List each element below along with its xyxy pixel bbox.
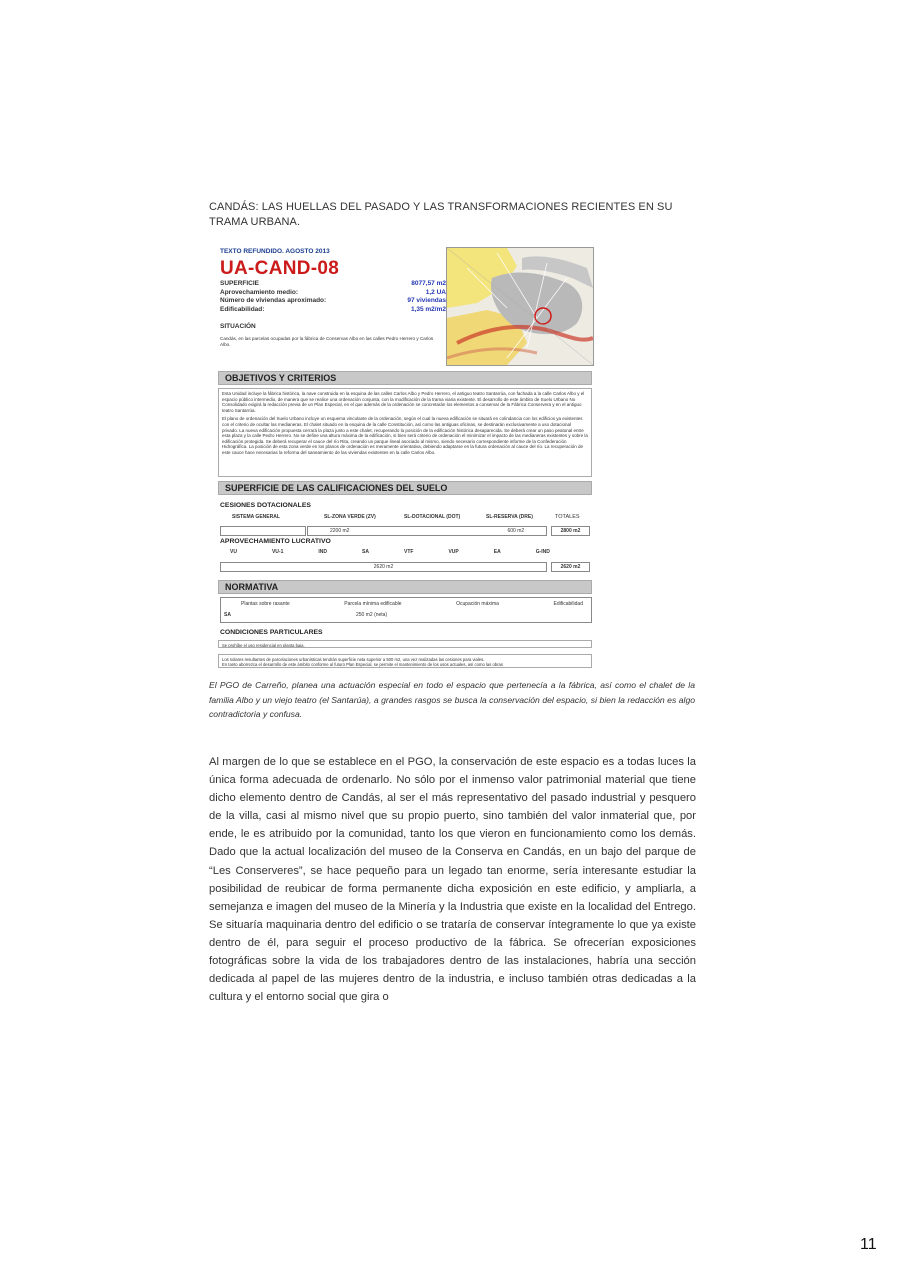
body-paragraph: Al margen de lo que se establece en el PGO, la conservación de este espacio es a todas luces la única forma adecuada de ordenarlo. No sólo por el inmenso valor patrimonial material que tiene dicho elemento dentro de Candás, al ser el más representativo del pasado industrial y pesquero de la villa, casi al mismo nivel que su propio puerto, sino también del valor inmaterial que, por ende, le es atribuido por la comunidad, tanto los que vieron en funcionamiento como los demás. Dado que la actual localización del museo de la Conserva en Candás, en un bajo del parque de “Les Conserveres”, se hace pequeño para un legado tan enorme, sería interesante estudiar la posibilidad de reubicar de forma permanente dicha exposición en este edificio, y ampliarla, a semejanza e imagen del museo de la Minería y la Industria que existe en la localidad del Entrego. Se situaría maquinaria dentro del edificio o se trataría de conservar íntegramente lo que ya existe dentro de él, para seguir el proceso productivo de la fábrica. Se ofrecerían exposiciones fotográficas sobre la vida de los trabajadores dentro de las instalaciones, habría una sección dedicada al papel de las mujeres dentro de la industria, e incluso también otras dedicadas a la cultura y el entorno social que gira o	[209, 756, 696, 1004]
cesiones-headers: SISTEMA GENERAL SL-ZONA VERDE (ZV) SL-DOTACIONAL (DOT) SL-RESERVA (DRE)	[232, 514, 533, 520]
aprov-value: 2620 m2	[220, 562, 547, 572]
location-map	[446, 247, 594, 366]
map-graphic	[447, 248, 593, 365]
stat-row: Número de viviendas aproximado: 97 viviendas	[220, 297, 446, 304]
aprov-title: APROVECHAMIENTO LUCRATIVO	[220, 538, 331, 545]
normativa-parcela: 250 m2 (neta)	[356, 612, 388, 618]
figure-caption: El PGO de Carreño, planea una actuación especial en todo el espacio que pertenecía a la fábrica, así como el chalet de la familia Albo y un viejo teatro (el Santarúa), a grandes rasgos se busca la conservación del espacio, si bien la redacción es algo contradictoria y confusa.	[209, 680, 695, 719]
objetivos-title: OBJETIVOS Y CRITERIOS	[218, 371, 592, 385]
stats-block	[220, 280, 446, 314]
aprov-total: 2620 m2	[551, 562, 590, 572]
page-header: CANDÁS: LAS HUELLAS DEL PASADO Y LAS TRANSFORMACIONES RECIENTES EN SU TRAMA URBANA.	[209, 201, 673, 228]
objetivos-paragraph: El plano de ordenación del Suelo Urbano incluye un esquema vinculante de la ordenación, según el cual la nueva edificación se situará en colindancia con los edificios ya existentes con el criterio de ocultar las medianeras. El chalet situado en la esquina de la calle Constitución, así como las antiguas oficinas, se destinarán exclusivamente a uso dotacional privado. La nueva edificación propuesta cerrará la plaza junto a este chalet, recuperando la posición de la edificación histórica desaparecida. Se deberá crear un paso peatonal entre esta plaza y la calle Pedro Herrero. No se define una altura máxima de la edificación, si bien será criterio de ordenación el minimizar el impacto de las medianeras existentes y sobre la edificación protegida. Se deberá recuperar el cauce del río Rita, creando un parque lineal asociado al mismo, siendo necesario correspondiente informe de la Confederación Hidrográfica. La posición de esta zona verde en los planos de ordenación es meramente orientativa, debiendo adaptarse en la futura ordenación al cauce del río. La recuperación de este cauce hace necesarias la reforma del saneamiento de las viviendas existentes en la calle Carlos Albo.	[222, 416, 588, 455]
condiciones-text-2: Los solares resultantes de parcelaciones urbanísticas tendrán superficie neta superior a 500 m2, una vez realizadas las cesiones para viales. En tanto aborrezca el desarrollo de este ámbito conforme al futuro Plan Especial, se permite el mantenimiento de los usos actuales, así como las obras	[218, 654, 592, 668]
normativa-row-label: SA	[224, 612, 231, 618]
cesiones-values: 2200 m2 600 m2	[307, 526, 547, 536]
cesiones-cell	[220, 526, 306, 536]
condiciones-text-1: Se prohíbe el uso residencial en planta baja.	[218, 640, 592, 648]
cesiones-total: 2800 m2	[551, 526, 590, 536]
page-number: 11	[860, 1236, 877, 1253]
planning-card	[216, 244, 594, 669]
stat-row: SUPERFICIE 8077,57 m2	[220, 280, 446, 287]
totales-label: TOTALES	[555, 514, 580, 520]
condiciones-title: CONDICIONES PARTICULARES	[220, 629, 323, 636]
superficie-title: SUPERFICIE DE LAS CALIFICACIONES DEL SUELO	[218, 481, 592, 495]
objetivos-text	[218, 388, 592, 477]
objetivos-paragraph: Esta Unidad incluye la fábrica histórica, la nave construida en la esquina de las calles Carlos Albo y Pedro Herrero, el antiguo teatro Santarrúa, con fachada a la calle Carlos Albo y el espacio público intermedio, de manera que se realice una ordenación conjunta, con la modificación de la trama viaria existente. El desarrollo de este ámbito de Suelo Urbano No Consolidado exigirá la redacción previa de un Plan Especial, en el que además de la ordenación se concretarán los elementos a conservar de la Fábrica Conservera y en el antiguo teatro Santarrúa.	[222, 391, 585, 413]
aprov-headers: VU VU-1 IND SA VTF VUP EA G-IND	[230, 549, 550, 555]
stat-row: Edificabilidad: 1,35 m2/m2	[220, 305, 446, 313]
normativa-title: NORMATIVA	[218, 580, 592, 594]
situacion-text: Candás, en las parcelas ocupadas por la fábrica de Conservas Albo en las calles Pedro Herrero y Carlos Albo.	[220, 336, 434, 347]
card-top-label: TEXTO REFUNDIDO. AGOSTO 2013	[220, 248, 330, 255]
normativa-table	[220, 597, 592, 623]
normativa-headers: Plantas sobre rasante Parcela mínima edificable Ocupación máxima Edificabilidad	[241, 601, 583, 607]
stat-row: Aprovechamiento medio: 1,2 UA	[220, 288, 446, 296]
situacion-title: SITUACIÓN	[220, 323, 256, 330]
cesiones-title: CESIONES DOTACIONALES	[220, 502, 311, 509]
unit-code: UA-CAND-08	[220, 258, 340, 279]
